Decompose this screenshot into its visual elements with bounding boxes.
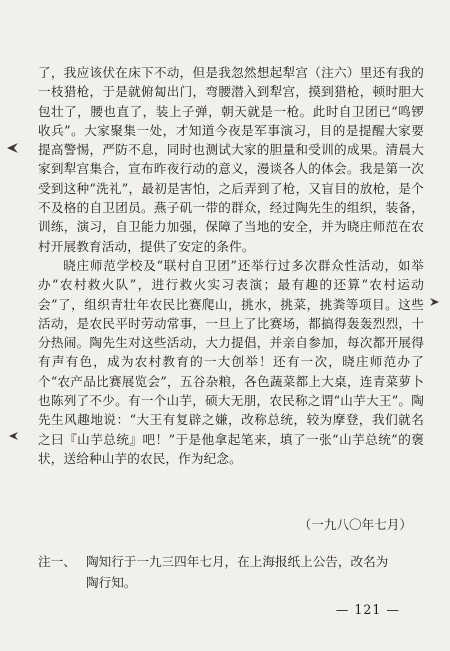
paragraph-activities: 晓庄师范学校及“联村自卫团”还举行过多次群众性活动，如举办“农村救火队”，进行救火实习表演；最有趣的还算“农村运动会”了，组织青壮年农民比赛爬山，挑水，挑菜，挑粪等项目。这些活动，是农民平时劳动常事，一旦上了比赛场，都搞得轰轰烈烈，十分热闹。陶先生对这些活动，大力提倡，并亲自参加，每次都开展得有声有色，成为农村教育的一大创举！还有一次，晓庄师范办了个“农产品比赛展览会”，五谷杂粮，各色蔬菜都上大桌，连青菜萝卜也陈列了不少。有一个山芋，硕大无朋，农民称之谓“山芋大王”。陶先生风趣地说：“大王有复辟之嫌，改称总统，较为摩登，我们就名之曰『山芋总统』吧！”于是他拿起笔来，填了一张“山芋总统”的褒状，送给种山芋的农民，作为纪念。 — [38, 257, 424, 466]
paragraph-continuation: 了，我应该伏在床下不动，但是我忽然想起犁宫（注六）里还有我的一枝猎枪，于是就俯匐出门，弯腰潜入到犁宫，摸到猎枪，顿时胆大包壮了，腰也直了，装上子弹，朝天就是一枪。此时自卫团已“鸣锣收兵”。大家聚集一处，才知道今夜是军事演习，目的是提醒大家要提高警惕，严防不息，同时也测试大家的胆量和受训的成果。清晨大家到犁宫集合，宣布昨夜行动的意义，漫谈各人的体会。我是第一次受到这种“洗礼”，最初是害怕，之后弄到了枪，又盲目的放枪，是个不及格的自卫团员。燕子矶一带的群众，经过陶先生的组织，装备，训练，演习，自卫能力加强，保障了当地的安全，并为晓庄师范在农村开展教育活动，提供了安定的条件。 — [38, 65, 424, 254]
footnote-text: 陶知行于一九三四年七月，在上海报纸上公告，改名为 — [86, 554, 389, 569]
margin-mark-right-icon — [428, 296, 440, 308]
margin-mark-left-icon — [6, 140, 20, 156]
article-body — [38, 63, 424, 468]
footnote-label: 注一、 — [38, 554, 76, 569]
margin-mark-left-lower-icon — [8, 430, 20, 442]
footnote-1 — [38, 551, 418, 593]
date-line: （一九八〇年七月） — [298, 517, 412, 532]
page-number: — 121 — — [335, 602, 400, 617]
footnote-continuation: 陶行知。 — [86, 575, 137, 590]
